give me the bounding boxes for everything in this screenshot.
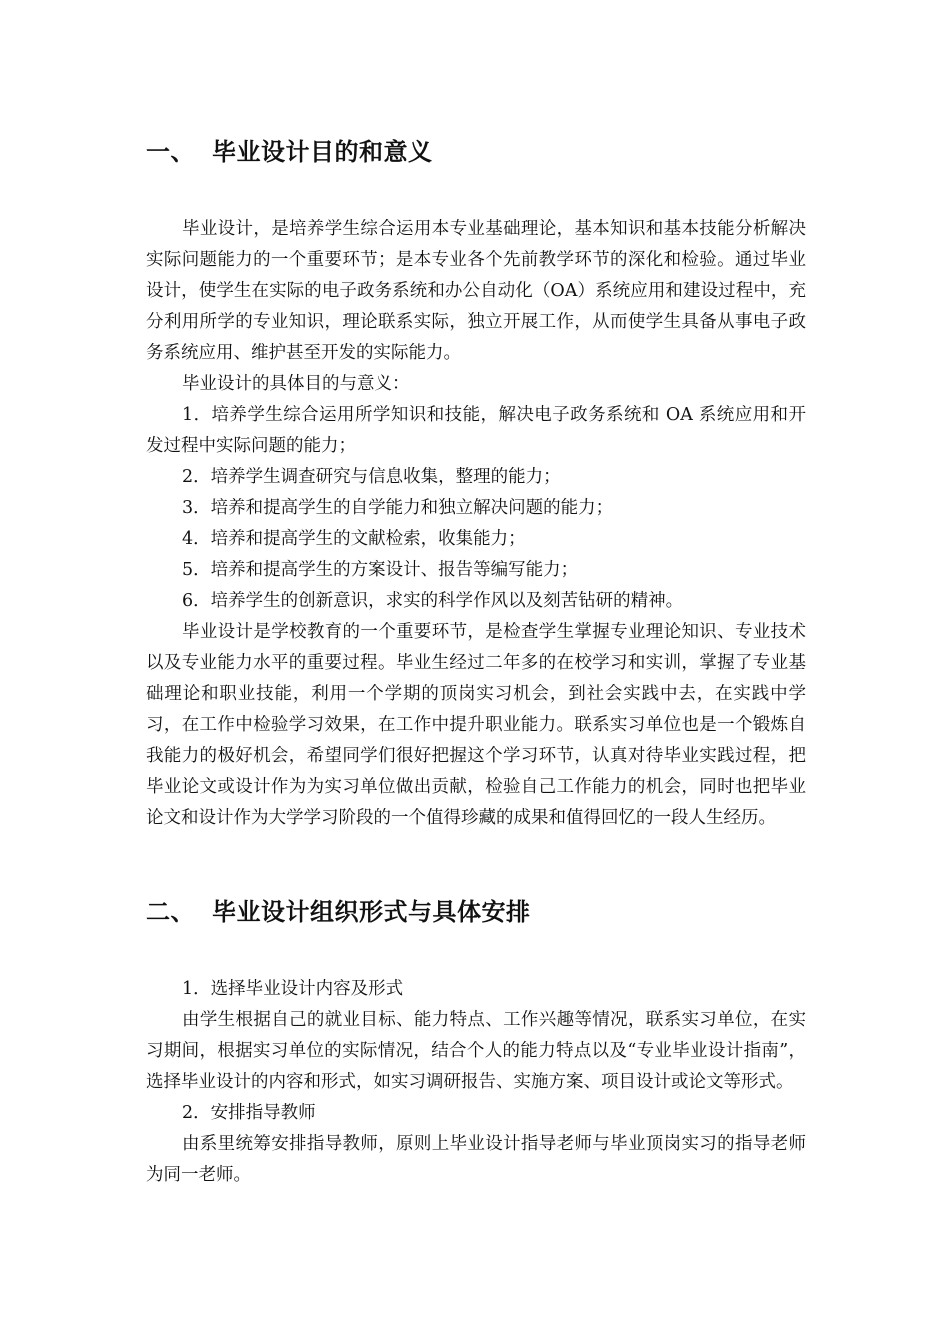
subheading: 2．安排指导教师 bbox=[182, 1103, 316, 1123]
list-item: 4．培养和提高学生的文献检索，收集能力； bbox=[182, 529, 526, 549]
list-item: 6．培养学生的创新意识，求实的科学作风以及刻苦钻研的精神。 bbox=[182, 591, 684, 611]
list-item: 5．培养和提高学生的方案设计、报告等编写能力； bbox=[182, 560, 579, 580]
section-body bbox=[146, 214, 806, 834]
paragraph: 毕业设计的具体目的与意义： bbox=[182, 374, 410, 394]
list-item: 1．培养学生综合运用所学知识和技能，解决电子政务系统和 OA 系统应用和开发过程中实际问题的能力； bbox=[146, 405, 806, 456]
paragraph: 由学生根据自己的就业目标、能力特点、工作兴趣等情况，联系实习单位，在实习期间，根据实习单位的实际情况，结合个人的能力特点以及“专业毕业设计指南”，选择毕业设计的内容和形式，如实习调研报告、实施方案、项目设计或论文等形式。 bbox=[146, 1010, 806, 1092]
list-item: 3．培养和提高学生的自学能力和独立解决问题的能力； bbox=[182, 498, 614, 518]
subheading: 1．选择毕业设计内容及形式 bbox=[182, 979, 404, 999]
section-title: 毕业设计组织形式与具体安排 bbox=[212, 898, 531, 926]
section-number: 二、 bbox=[146, 898, 195, 926]
section-title: 毕业设计目的和意义 bbox=[212, 138, 433, 166]
list-item: 2．培养学生调查研究与信息收集，整理的能力； bbox=[182, 467, 561, 487]
section-number: 一、 bbox=[146, 138, 195, 166]
paragraph: 毕业设计，是培养学生综合运用本专业基础理论，基本知识和基本技能分析解决实际问题能力的一个重要环节；是本专业各个先前教学环节的深化和检验。通过毕业设计，使学生在实际的电子政务系统和办公自动化（OA）系统应用和建设过程中，充分利用所学的专业知识，理论联系实际，独立开展工作，从而使学生具备从事电子政务系统应用、维护甚至开发的实际能力。 bbox=[146, 219, 806, 363]
section-heading bbox=[146, 137, 433, 167]
paragraph: 毕业设计是学校教育的一个重要环节，是检查学生掌握专业理论知识、专业技术以及专业能力水平的重要过程。毕业生经过二年多的在校学习和实训，掌握了专业基础理论和职业技能，利用一个学期的顶岗实习机会，到社会实践中去，在实践中学习，在工作中检验学习效果，在工作中提升职业能力。联系实习单位也是一个锻炼自我能力的极好机会，希望同学们很好把握这个学习环节，认真对待毕业实践过程，把毕业论文或设计作为为实习单位做出贡献，检验自己工作能力的机会，同时也把毕业论文和设计作为大学学习阶段的一个值得珍藏的成果和值得回忆的一段人生经历。 bbox=[146, 622, 806, 828]
paragraph: 由系里统筹安排指导教师，原则上毕业设计指导老师与毕业顶岗实习的指导老师为同一老师。 bbox=[146, 1134, 806, 1185]
section-heading bbox=[146, 897, 531, 927]
section-body bbox=[146, 974, 806, 1191]
